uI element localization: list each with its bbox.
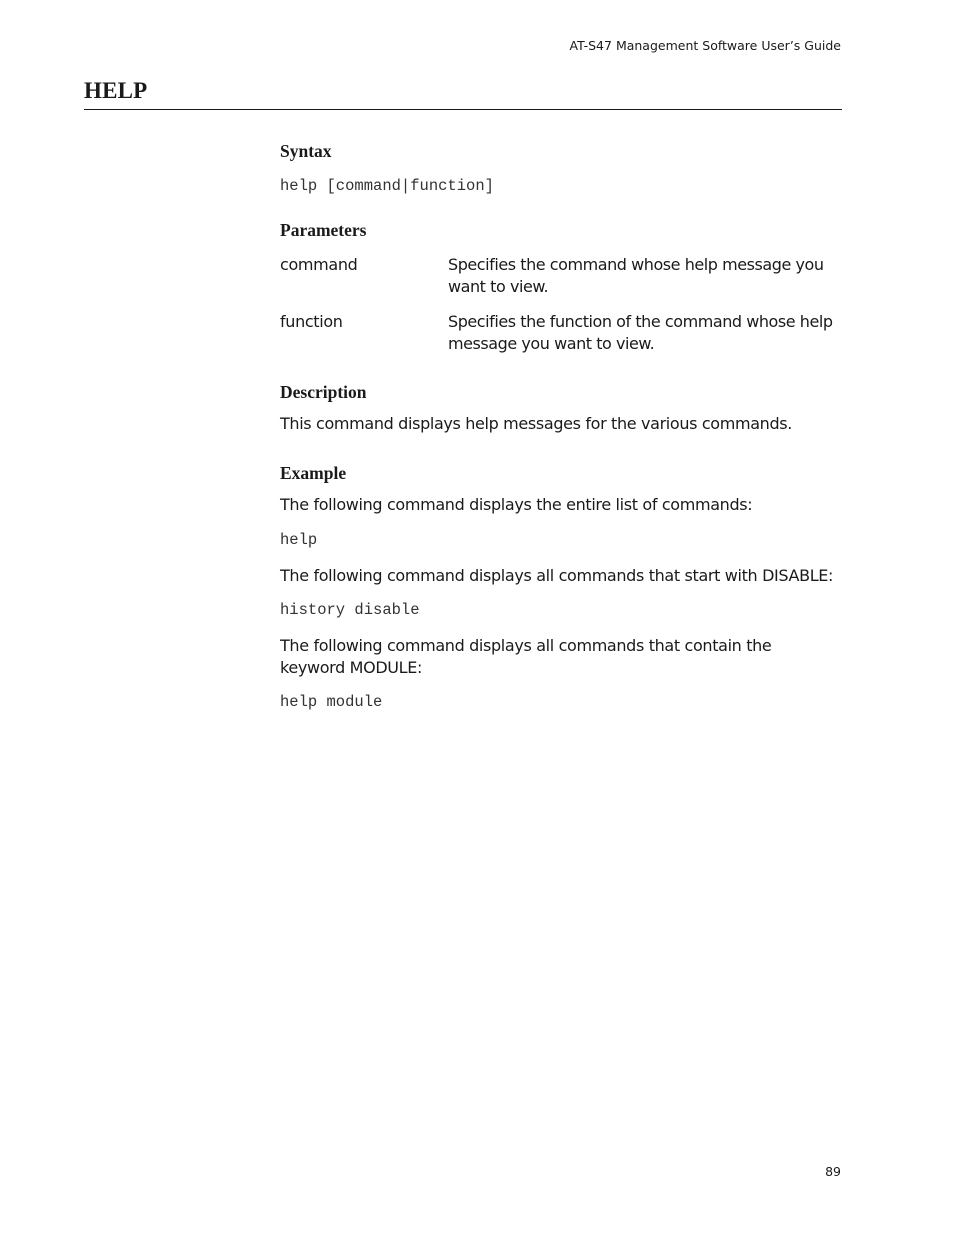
example-text-3: The following command displays all commands that contain the keyword MODULE: <box>280 636 772 677</box>
parameters-heading: Parameters <box>280 220 367 240</box>
example-text-2: The following command displays all commands that start with DISABLE: <box>280 566 834 585</box>
description-text: This command displays help messages for the various commands. <box>280 414 792 433</box>
example-code-2: history disable <box>280 601 420 619</box>
param-desc-function: Specifies the function of the command whose help message you want to view. <box>448 312 833 353</box>
syntax-code: help [command|function] <box>280 177 494 195</box>
param-desc-command: Specifies the command whose help message you want to view. <box>448 255 824 296</box>
running-header: AT-S47 Management Software User’s Guide <box>569 38 841 53</box>
title-rule <box>84 109 842 110</box>
example-code-1: help <box>280 531 318 549</box>
example-heading: Example <box>280 463 347 483</box>
section-title: HELP <box>84 78 148 103</box>
syntax-heading: Syntax <box>280 141 332 161</box>
description-heading: Description <box>280 382 367 402</box>
example-code-3: help module <box>280 693 383 711</box>
param-name-function: function <box>280 312 343 331</box>
param-name-command: command <box>280 255 358 274</box>
example-text-1: The following command displays the entire list of commands: <box>280 495 753 514</box>
page-number: 89 <box>825 1164 841 1179</box>
